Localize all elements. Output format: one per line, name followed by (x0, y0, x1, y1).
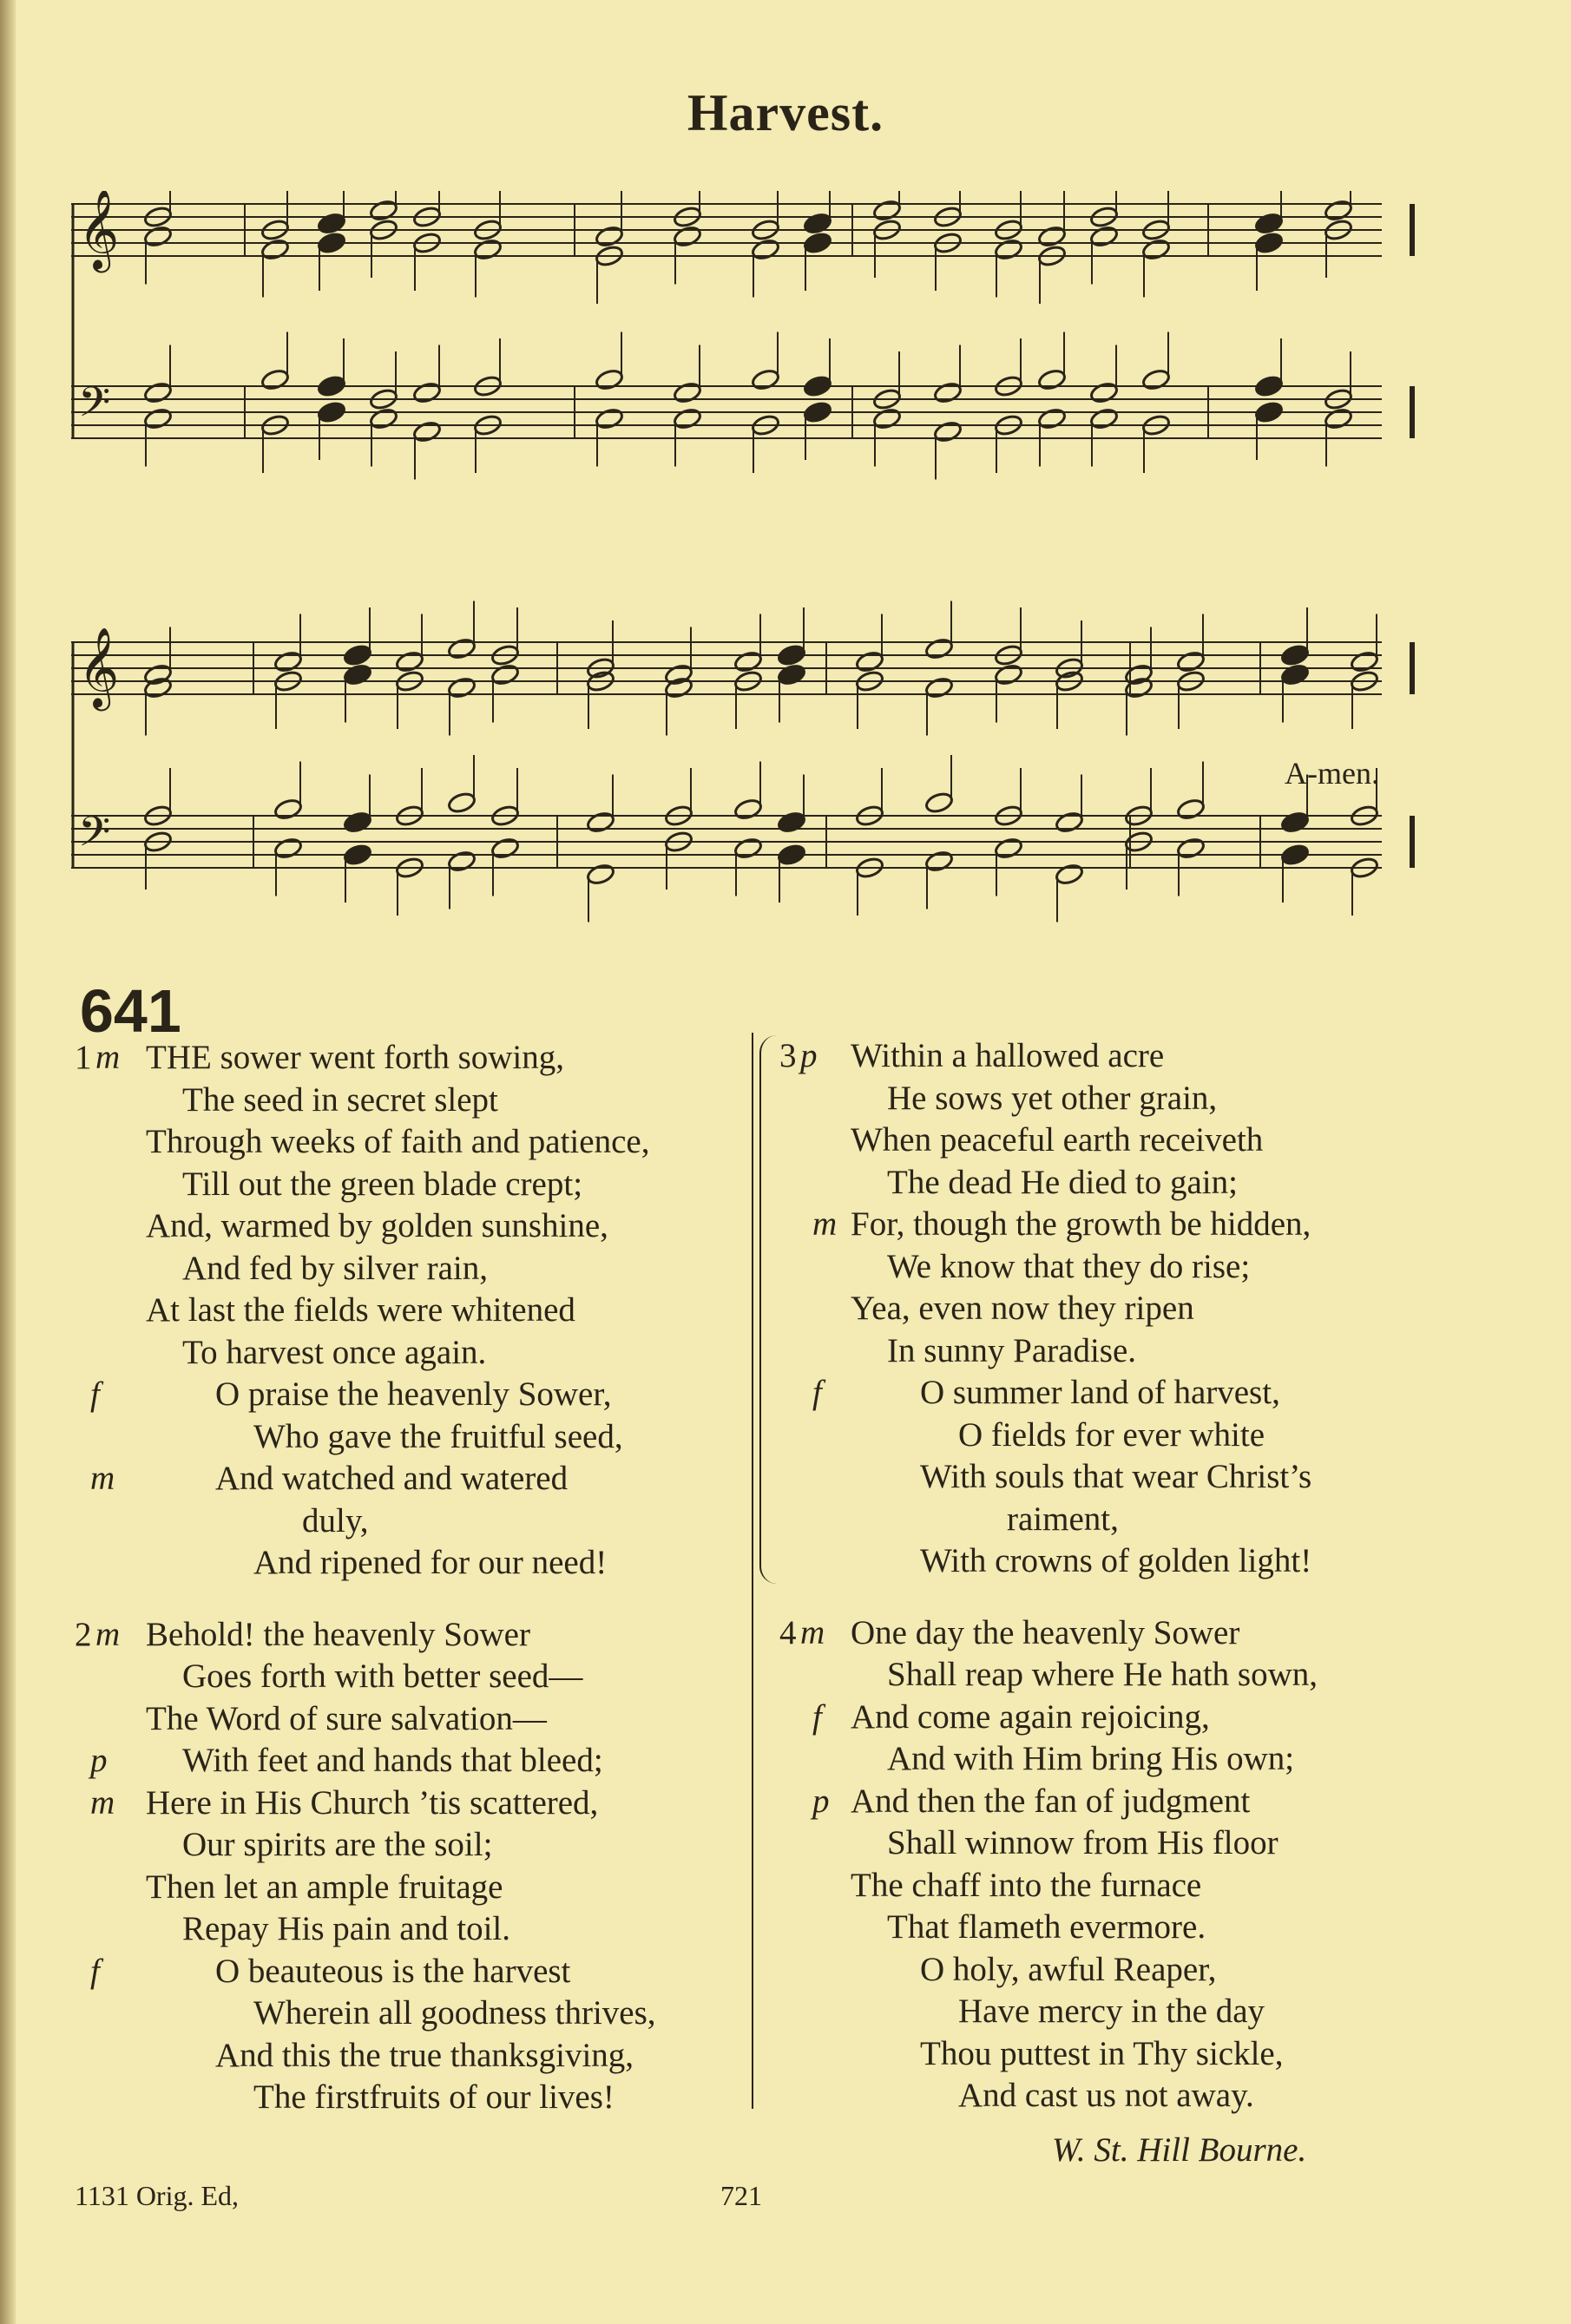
verse-line (75, 1992, 734, 2035)
note-head (994, 663, 1023, 686)
page-number: 721 (720, 2180, 762, 2211)
verse-text: duly, (302, 1501, 369, 1539)
verse-text: Thou puttest in Thy sickle, (920, 2034, 1284, 2072)
note-head (1254, 212, 1284, 235)
note-head (1280, 643, 1310, 666)
note-head (803, 374, 832, 397)
note-head (473, 238, 503, 261)
dynamic-marking: m (800, 1613, 825, 1651)
verse-line (779, 2033, 1456, 2076)
note-head (447, 791, 477, 814)
verse-line (75, 1824, 734, 1867)
verse-line (779, 1415, 1456, 1457)
note-head (1324, 407, 1353, 430)
note-head (733, 650, 763, 673)
verse-line (75, 1248, 734, 1290)
note-head (751, 368, 780, 391)
verse-line (779, 1456, 1456, 1499)
note-head (143, 381, 173, 404)
verse-text: With crowns of golden light! (920, 1542, 1312, 1579)
dynamic-marking: p (800, 1037, 818, 1074)
verse-text: That flameth evermore. (887, 1908, 1206, 1946)
dynamic-marking: p (90, 1742, 108, 1779)
verse-line (779, 1949, 1456, 1992)
note-head (777, 843, 806, 866)
note-head (733, 798, 763, 821)
verse-text: And with Him bring His own; (887, 1740, 1295, 1777)
verse-line (779, 1907, 1456, 1949)
verse-line (75, 1332, 734, 1375)
verse-line (779, 1781, 1456, 1823)
note-head (673, 407, 702, 430)
verse-line (75, 1374, 734, 1416)
note-head (1037, 225, 1067, 248)
music-score (71, 191, 1425, 955)
note-head (1176, 650, 1206, 673)
verse-line (779, 1372, 1456, 1415)
note-head (924, 637, 954, 660)
note-head (803, 231, 832, 254)
verse-number: 4 (779, 1613, 797, 1651)
verse-line (75, 1740, 734, 1782)
note-head (872, 199, 902, 222)
column-divider (752, 1033, 753, 2109)
note-head (343, 811, 372, 834)
note-head (733, 837, 763, 860)
verse-text: Till out the green blade crept; (182, 1165, 583, 1203)
verse-text: Yea, even now they ripen (851, 1290, 1194, 1327)
verse-line (75, 1164, 734, 1206)
note-head (447, 850, 477, 873)
verse-text: And fed by silver rain, (182, 1249, 488, 1287)
verse-text: The chaff into the furnace (851, 1866, 1202, 1904)
verse-text: And come again rejoicing, (851, 1697, 1210, 1736)
note-head (803, 400, 832, 423)
dynamic-marking: m (812, 1205, 838, 1243)
verse-text: O praise the heavenly Sower, (215, 1375, 612, 1413)
verse-text: And cast us not away. (958, 2077, 1254, 2114)
verse-text: Have mercy in the day (958, 1992, 1265, 2030)
note-head (1055, 811, 1084, 834)
note-head (1037, 368, 1067, 391)
verse-line (75, 1205, 734, 1248)
note-head (855, 650, 884, 673)
verse-text: Shall winnow from His floor (887, 1824, 1278, 1861)
note-head (395, 650, 424, 673)
verses-left-column (75, 1037, 734, 2119)
note-head (1176, 837, 1206, 860)
note-head (1254, 374, 1284, 397)
verse-text: raiment, (1007, 1500, 1119, 1538)
note-head (673, 381, 702, 404)
note-head (317, 374, 346, 397)
note-head (1141, 238, 1171, 261)
note-head (595, 225, 624, 248)
verse-line (779, 1162, 1456, 1205)
note-head (1124, 663, 1154, 686)
dynamic-marking: f (812, 1697, 822, 1736)
note-head (273, 650, 303, 673)
dynamic-marking: m (95, 1039, 121, 1076)
dynamic-marking: m (90, 1460, 115, 1497)
verse-text: Goes forth with better seed— (182, 1658, 583, 1695)
verse-text: Here in His Church ’tis scattered, (146, 1783, 599, 1822)
verse-line (779, 1654, 1456, 1697)
note-head (369, 199, 398, 222)
treble-clef-icon: 𝄞 (78, 627, 120, 707)
note-head (317, 400, 346, 423)
note-head (412, 381, 442, 404)
verse-line (75, 1080, 734, 1122)
note-head (1141, 368, 1171, 391)
verse-text: O beauteous is the harvest (215, 1952, 571, 1990)
verse-text: Behold! the heavenly Sower (146, 1615, 530, 1653)
note-head (1055, 863, 1084, 886)
verse-text: Within a hallowed acre (851, 1037, 1165, 1074)
verse-text-smallcaps: THE (146, 1039, 212, 1076)
verse-line (75, 1867, 734, 1909)
verse-text: And, warmed by golden sunshine, (146, 1207, 608, 1244)
verse-text: We know that they do rise; (887, 1247, 1251, 1285)
note-head (586, 811, 615, 834)
verse-text: The Word of sure salvation— (146, 1699, 547, 1737)
note-head (664, 663, 693, 686)
verse-line (779, 2075, 1456, 2117)
note-head (1089, 381, 1119, 404)
note-head (1176, 798, 1206, 821)
verse-line (75, 1951, 734, 1993)
verse-line (779, 1822, 1456, 1865)
hymn-number: 641 (80, 977, 181, 1045)
verse-text: With feet and hands that bleed; (182, 1742, 603, 1779)
note-head (1089, 225, 1119, 248)
note-head (260, 238, 290, 261)
verse-line (75, 1290, 734, 1332)
note-head (595, 368, 624, 391)
treble-clef-icon: 𝄞 (78, 191, 120, 269)
verse-text: O fields for ever white (958, 1415, 1265, 1454)
note-head (143, 676, 173, 699)
verse-line (779, 1246, 1456, 1289)
note-head (490, 663, 520, 686)
verse-line (75, 1908, 734, 1951)
verse-text: In sunny Paradise. (887, 1331, 1137, 1369)
verse-line (75, 1037, 734, 1080)
bass-clef-icon: 𝄢 (78, 807, 111, 866)
verse-text: For, though the growth be hidden, (851, 1205, 1311, 1243)
dynamic-marking: f (812, 1374, 822, 1411)
verse-text: And this the true thanksgiving, (215, 2036, 634, 2074)
verse-line (75, 1698, 734, 1741)
verse-line (779, 1540, 1456, 1583)
verse-line (75, 2077, 734, 2119)
verse-line (75, 1500, 734, 1543)
verse-text: Shall reap where He hath sown, (887, 1656, 1318, 1693)
note-head (1280, 663, 1310, 686)
hymn-author: W. St. Hill Bourne. (1052, 2131, 1307, 2169)
amen-label: A-men. (1285, 756, 1379, 791)
verse-text: He sows yet other grain, (887, 1079, 1218, 1117)
dynamic-marking: f (90, 1952, 100, 1990)
verse-line (779, 1499, 1456, 1541)
verse-line (779, 1288, 1456, 1330)
verse-line (779, 1697, 1456, 1739)
dynamic-marking: m (90, 1783, 115, 1822)
verse-text: The seed in secret slept (182, 1080, 498, 1119)
verse-line (779, 1204, 1456, 1246)
note-head (273, 798, 303, 821)
note-head (664, 676, 693, 699)
note-head (994, 238, 1023, 261)
verse-line (779, 1612, 1456, 1655)
note-head (924, 791, 954, 814)
verse-line (75, 1121, 734, 1164)
verse-text: And then the fan of judgment (851, 1782, 1251, 1820)
verse-line (75, 1458, 734, 1500)
note-head (447, 676, 477, 699)
verse-line (75, 1782, 734, 1825)
dynamic-marking: p (812, 1782, 830, 1820)
note-head (317, 231, 346, 254)
note-head (777, 811, 806, 834)
note-head (343, 843, 372, 866)
verse-text: And ripened for our need! (253, 1544, 608, 1581)
verse-line (779, 1738, 1456, 1781)
verse-text (146, 1037, 564, 1080)
note-head (1124, 676, 1154, 699)
verse-text: Wherein all goodness thrives, (253, 1994, 656, 2032)
bass-clef-icon: 𝄢 (78, 377, 111, 437)
note-head (1254, 231, 1284, 254)
verse-line (779, 1330, 1456, 1373)
verse-line (75, 1416, 734, 1459)
note-head (343, 643, 372, 666)
note-head (143, 663, 173, 686)
note-head (924, 850, 954, 873)
verse-number: 2 (75, 1615, 92, 1653)
verse-text: Who gave the fruitful seed, (253, 1417, 623, 1455)
note-head (490, 837, 520, 860)
note-head (143, 407, 173, 430)
dynamic-marking: f (90, 1375, 100, 1413)
verse-text: And watched and watered (215, 1460, 569, 1497)
verse-text: When peaceful earth receiveth (851, 1121, 1264, 1159)
verse-line (779, 1991, 1456, 2033)
verse-number: 3 (779, 1037, 797, 1074)
note-head (994, 837, 1023, 860)
note-head (343, 663, 372, 686)
hymn-section-title: Harvest. (687, 84, 884, 141)
verse-text: The dead He died to gain; (887, 1163, 1238, 1201)
verse-number: 1 (75, 1039, 92, 1076)
verse-line (779, 1119, 1456, 1162)
note-head (273, 837, 303, 860)
note-head (143, 225, 173, 248)
verse-text: Our spirits are the soil; (182, 1826, 493, 1863)
verse-text: The firstfruits of our lives! (253, 2078, 615, 2116)
verse-text: At last the fields were whitened (146, 1291, 575, 1329)
note-head (803, 212, 832, 235)
verses-right-column (779, 1035, 1456, 2117)
note-head (1280, 811, 1310, 834)
verse-bracket (759, 1035, 779, 1584)
note-head (369, 407, 398, 430)
dynamic-marking: m (95, 1615, 121, 1653)
verse-text: One day the heavenly Sower (851, 1613, 1240, 1651)
verse-line (75, 1542, 734, 1585)
verse-line (779, 1865, 1456, 1907)
note-head (260, 368, 290, 391)
note-head (1254, 400, 1284, 423)
note-head (1350, 650, 1379, 673)
verse-text: Then let an ample fruitage (146, 1868, 503, 1906)
note-head (933, 420, 963, 443)
note-head (933, 381, 963, 404)
verse-text: With souls that wear Christ’s (920, 1458, 1312, 1495)
page-edge (0, 0, 16, 2324)
note-head (1324, 199, 1353, 222)
verse-text: Through weeks of faith and patience, (146, 1123, 650, 1160)
verse-text: Repay His pain and toil. (182, 1910, 511, 1947)
note-head (586, 863, 615, 886)
note-head (777, 643, 806, 666)
note-head (447, 637, 477, 660)
verse-line (779, 1078, 1456, 1120)
verse-line (779, 1035, 1456, 1078)
note-head (924, 676, 954, 699)
verse-line (75, 1656, 734, 1698)
verse-line (75, 2035, 734, 2078)
verse-text: To harvest once again. (182, 1333, 487, 1371)
note-head (872, 407, 902, 430)
note-head (1089, 407, 1119, 430)
note-head (673, 225, 702, 248)
note-head (595, 407, 624, 430)
note-head (412, 420, 442, 443)
note-head (751, 238, 780, 261)
note-head (317, 212, 346, 235)
verse-text: O holy, awful Reaper, (920, 1950, 1217, 1988)
note-head (1037, 407, 1067, 430)
verse-line (75, 1614, 734, 1657)
note-head (777, 663, 806, 686)
note-head (1280, 843, 1310, 866)
verse-text-rest: sower went forth sowing, (211, 1039, 564, 1076)
edition-note: 1131 Orig. Ed, (75, 2180, 240, 2211)
verse-text: O summer land of harvest, (920, 1374, 1280, 1411)
